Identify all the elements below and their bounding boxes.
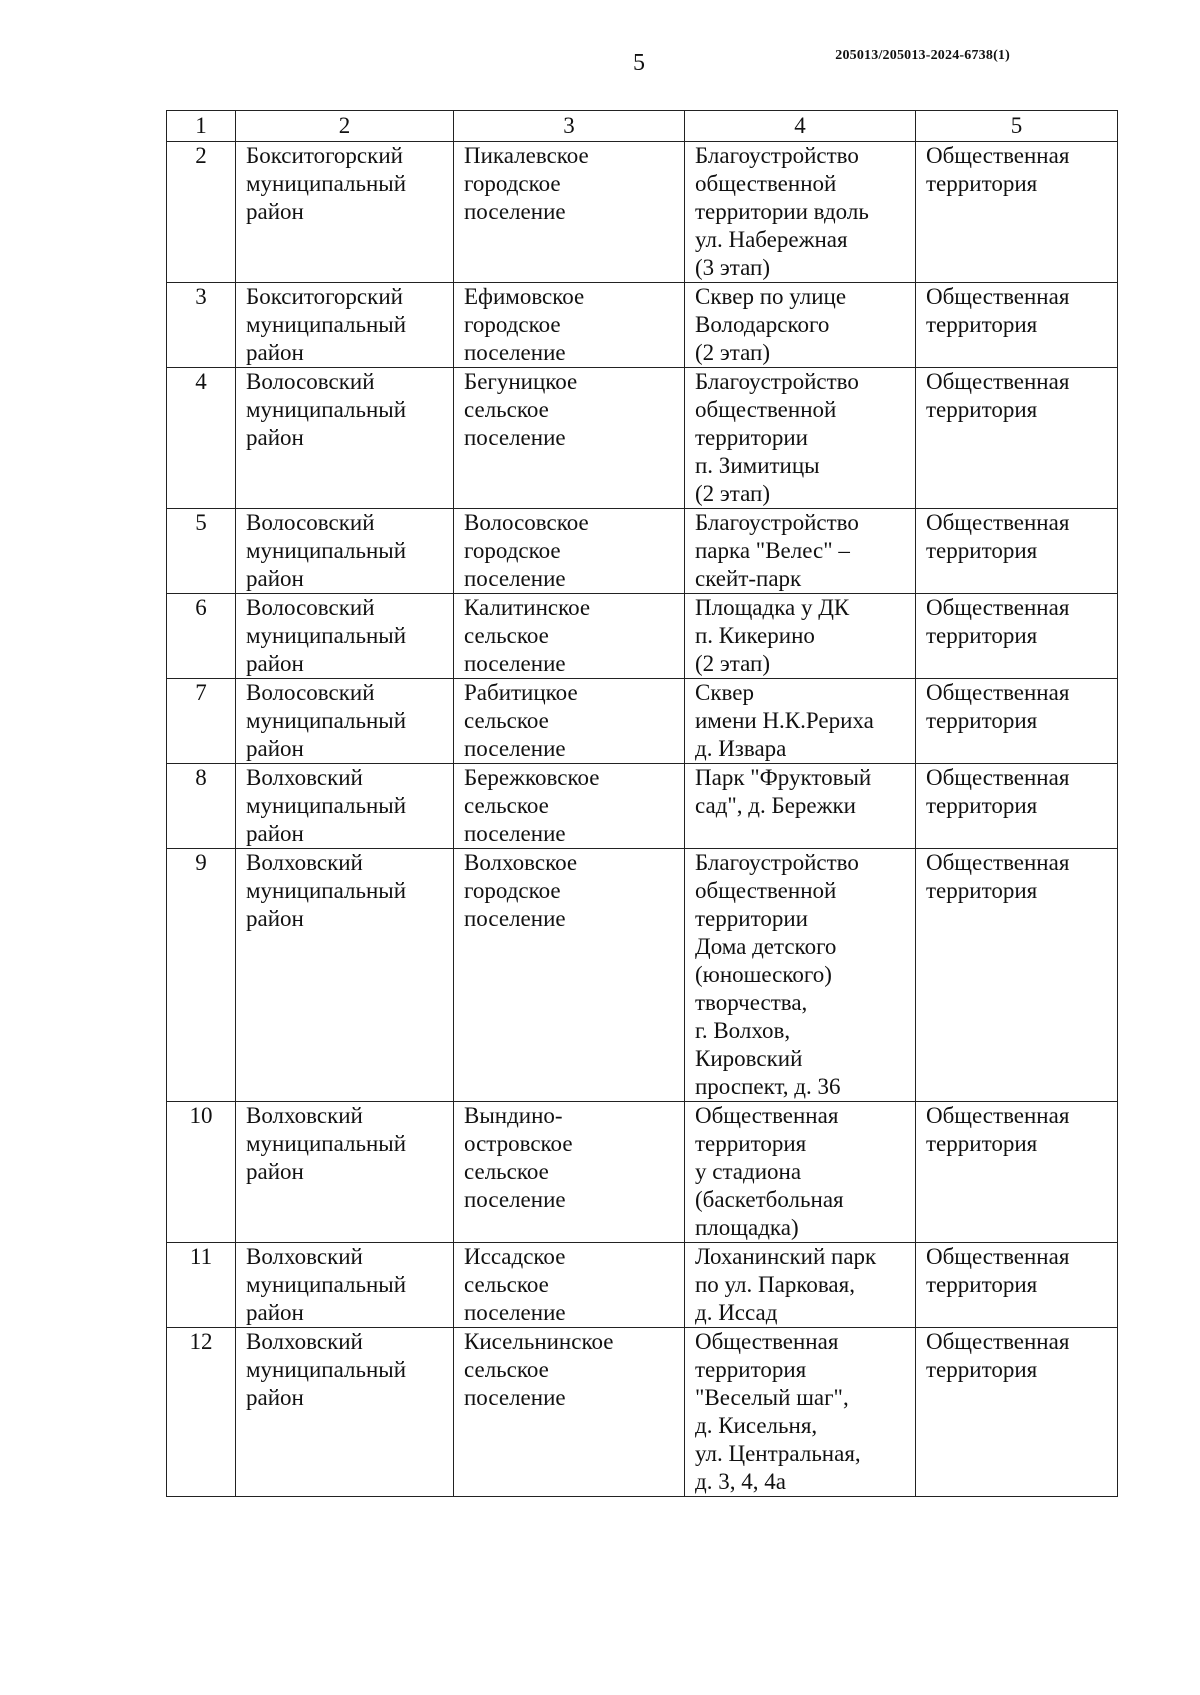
type-cell-line: Общественная — [926, 143, 1070, 168]
table-row — [167, 1102, 1118, 1243]
district-cell-line: Волосовский — [246, 595, 375, 620]
column-header-3: 3 — [454, 111, 685, 142]
district-cell-line: район — [246, 1385, 304, 1410]
object-cell-line: сад", д. Бережки — [695, 793, 856, 818]
district-cell-line: муниципальный — [246, 878, 407, 903]
settlement-cell-line: поселение — [464, 340, 566, 365]
district-cell-line: район — [246, 199, 304, 224]
settlement-cell — [454, 1102, 685, 1243]
type-cell-line: территория — [926, 312, 1038, 337]
district-cell — [236, 368, 454, 509]
type-cell — [916, 142, 1118, 283]
object-cell-line: "Веселый шаг", — [695, 1385, 849, 1410]
table-row — [167, 764, 1118, 849]
type-cell-line: территория — [926, 793, 1038, 818]
settlement-cell-line: городское — [464, 312, 561, 337]
settlement-cell-line: Пикалевское — [464, 143, 589, 168]
district-cell — [236, 1328, 454, 1497]
district-cell-line: муниципальный — [246, 1357, 407, 1382]
column-header-2: 2 — [236, 111, 454, 142]
type-cell-line: территория — [926, 1272, 1038, 1297]
settlement-cell-line: поселение — [464, 1187, 566, 1212]
object-cell-line: территории вдоль — [695, 199, 869, 224]
table-row — [167, 679, 1118, 764]
object-cell — [685, 679, 916, 764]
type-cell — [916, 849, 1118, 1102]
district-cell — [236, 509, 454, 594]
settlement-cell-line: городское — [464, 171, 561, 196]
object-cell-line: парка "Велес" – — [695, 538, 850, 563]
object-cell-line: (2 этап) — [695, 481, 770, 506]
object-cell-line: Благоустройство — [695, 850, 859, 875]
district-cell-line: муниципальный — [246, 1131, 407, 1156]
district-cell-line: муниципальный — [246, 397, 407, 422]
settlement-cell-line: Рабитицкое — [464, 680, 578, 705]
object-cell-line: Кировский — [695, 1046, 803, 1071]
settlement-cell-line: городское — [464, 878, 561, 903]
object-cell-line: Общественная — [695, 1329, 839, 1354]
row-number-cell: 11 — [167, 1243, 236, 1328]
column-header-1: 1 — [167, 111, 236, 142]
column-header-5: 5 — [916, 111, 1118, 142]
district-cell-line: Волховский — [246, 1244, 363, 1269]
table-row — [167, 849, 1118, 1102]
type-cell-line: Общественная — [926, 284, 1070, 309]
settlement-cell-line: сельское — [464, 1159, 549, 1184]
object-cell-line: Благоустройство — [695, 143, 859, 168]
settlement-cell — [454, 283, 685, 368]
object-cell — [685, 509, 916, 594]
type-cell — [916, 1102, 1118, 1243]
district-cell-line: район — [246, 1300, 304, 1325]
settlement-cell-line: Иссадское — [464, 1244, 566, 1269]
settlement-cell-line: поселение — [464, 651, 566, 676]
type-cell — [916, 679, 1118, 764]
row-number-cell: 6 — [167, 594, 236, 679]
row-number-cell: 7 — [167, 679, 236, 764]
type-cell-line: Общественная — [926, 850, 1070, 875]
object-cell-line: Лоханинский парк — [695, 1244, 877, 1269]
table-row — [167, 594, 1118, 679]
table-row — [167, 1243, 1118, 1328]
object-cell — [685, 764, 916, 849]
object-cell-line: территории — [695, 425, 808, 450]
settlement-cell-line: Калитинское — [464, 595, 591, 620]
object-cell-line: Благоустройство — [695, 369, 859, 394]
type-cell-line: Общественная — [926, 1244, 1070, 1269]
object-cell-line: Благоустройство — [695, 510, 859, 535]
object-cell-line: (3 этап) — [695, 255, 770, 280]
settlement-cell-line: поселение — [464, 566, 566, 591]
district-cell — [236, 849, 454, 1102]
type-cell-line: Общественная — [926, 1103, 1070, 1128]
table-row — [167, 142, 1118, 283]
object-cell-line: общественной — [695, 397, 837, 422]
table-row — [167, 283, 1118, 368]
settlement-cell-line: Кисельнинское — [464, 1329, 614, 1354]
object-cell-line: Общественная — [695, 1103, 839, 1128]
row-number-cell: 5 — [167, 509, 236, 594]
row-number-cell: 3 — [167, 283, 236, 368]
object-cell-line: д. Извара — [695, 736, 787, 761]
object-cell-line: скейт-парк — [695, 566, 802, 591]
district-cell-line: Бокситогорский — [246, 143, 403, 168]
settlement-cell — [454, 679, 685, 764]
row-number-cell: 4 — [167, 368, 236, 509]
district-cell-line: Волховский — [246, 765, 363, 790]
district-cell — [236, 594, 454, 679]
district-cell-line: Волховский — [246, 1329, 363, 1354]
type-cell-line: территория — [926, 397, 1038, 422]
type-cell — [916, 509, 1118, 594]
settlement-cell — [454, 509, 685, 594]
district-cell — [236, 679, 454, 764]
settlement-cell-line: сельское — [464, 397, 549, 422]
district-cell — [236, 142, 454, 283]
district-cell-line: муниципальный — [246, 793, 407, 818]
object-cell-line: д. Кисельня, — [695, 1413, 818, 1438]
object-cell-line: ул. Набережная — [695, 227, 848, 252]
settlement-cell-line: сельское — [464, 708, 549, 733]
type-cell-line: территория — [926, 708, 1038, 733]
object-cell-line: у стадиона — [695, 1159, 802, 1184]
district-cell-line: муниципальный — [246, 538, 407, 563]
territories-table — [166, 110, 1118, 1497]
object-cell-line: территория — [695, 1357, 807, 1382]
table-row — [167, 368, 1118, 509]
row-number-cell: 12 — [167, 1328, 236, 1497]
settlement-cell — [454, 594, 685, 679]
settlement-cell-line: Волосовское — [464, 510, 589, 535]
object-cell-line: п. Зимитицы — [695, 453, 820, 478]
object-cell-line: п. Кикерино — [695, 623, 815, 648]
settlement-cell — [454, 368, 685, 509]
table-header-row — [167, 111, 1118, 142]
row-number-cell: 8 — [167, 764, 236, 849]
type-cell-line: территория — [926, 1131, 1038, 1156]
type-cell — [916, 764, 1118, 849]
district-cell-line: муниципальный — [246, 623, 407, 648]
district-cell-line: муниципальный — [246, 708, 407, 733]
page-number: 5 — [633, 50, 645, 76]
district-cell — [236, 1243, 454, 1328]
type-cell-line: Общественная — [926, 680, 1070, 705]
settlement-cell-line: Бегуницкое — [464, 369, 578, 394]
object-cell-line: площадка) — [695, 1215, 799, 1240]
district-cell-line: муниципальный — [246, 1272, 407, 1297]
settlement-cell-line: сельское — [464, 1357, 549, 1382]
settlement-cell-line: Вындино- — [464, 1103, 563, 1128]
object-cell-line: (2 этап) — [695, 651, 770, 676]
settlement-cell — [454, 1328, 685, 1497]
settlement-cell — [454, 849, 685, 1102]
table-row — [167, 509, 1118, 594]
object-cell — [685, 1243, 916, 1328]
object-cell-line: г. Волхов, — [695, 1018, 791, 1043]
settlement-cell-line: поселение — [464, 906, 566, 931]
object-cell-line: проспект, д. 36 — [695, 1074, 841, 1099]
district-cell-line: муниципальный — [246, 312, 407, 337]
object-cell — [685, 849, 916, 1102]
district-cell-line: район — [246, 821, 304, 846]
object-cell-line: творчества, — [695, 990, 808, 1015]
type-cell-line: территория — [926, 1357, 1038, 1382]
settlement-cell-line: сельское — [464, 1272, 549, 1297]
district-cell-line: Волховский — [246, 1103, 363, 1128]
object-cell-line: (2 этап) — [695, 340, 770, 365]
object-cell — [685, 1102, 916, 1243]
settlement-cell-line: поселение — [464, 1385, 566, 1410]
object-cell-line: Парк "Фруктовый — [695, 765, 872, 790]
settlement-cell-line: Бережковское — [464, 765, 600, 790]
settlement-cell-line: городское — [464, 538, 561, 563]
table-body — [167, 142, 1118, 1497]
settlement-cell-line: Волховское — [464, 850, 578, 875]
settlement-cell — [454, 1243, 685, 1328]
type-cell — [916, 1243, 1118, 1328]
type-cell — [916, 594, 1118, 679]
settlement-cell-line: поселение — [464, 425, 566, 450]
row-number-cell: 2 — [167, 142, 236, 283]
object-cell-line: Дома детского — [695, 934, 837, 959]
district-cell-line: район — [246, 906, 304, 931]
settlement-cell-line: сельское — [464, 793, 549, 818]
settlement-cell-line: поселение — [464, 1300, 566, 1325]
object-cell — [685, 1328, 916, 1497]
district-cell-line: Бокситогорский — [246, 284, 403, 309]
object-cell-line: (юношеского) — [695, 962, 832, 987]
document-id: 205013/205013-2024-6738(1) — [835, 48, 1010, 63]
district-cell-line: район — [246, 340, 304, 365]
settlement-cell — [454, 764, 685, 849]
object-cell-line: общественной — [695, 171, 837, 196]
type-cell-line: Общественная — [926, 765, 1070, 790]
district-cell-line: Волосовский — [246, 680, 375, 705]
district-cell — [236, 764, 454, 849]
type-cell-line: Общественная — [926, 369, 1070, 394]
district-cell-line: район — [246, 736, 304, 761]
object-cell-line: территория — [695, 1131, 807, 1156]
district-cell-line: район — [246, 1159, 304, 1184]
district-cell-line: район — [246, 566, 304, 591]
district-cell-line: район — [246, 651, 304, 676]
settlement-cell-line: поселение — [464, 736, 566, 761]
object-cell-line: Площадка у ДК — [695, 595, 850, 620]
settlement-cell-line: поселение — [464, 199, 566, 224]
district-cell — [236, 283, 454, 368]
type-cell-line: Общественная — [926, 1329, 1070, 1354]
object-cell-line: территории — [695, 906, 808, 931]
type-cell-line: Общественная — [926, 595, 1070, 620]
type-cell-line: Общественная — [926, 510, 1070, 535]
object-cell-line: по ул. Парковая, — [695, 1272, 855, 1297]
type-cell-line: территория — [926, 538, 1038, 563]
object-cell-line: д. Иссад — [695, 1300, 778, 1325]
object-cell — [685, 142, 916, 283]
object-cell-line: имени Н.К.Рериха — [695, 708, 874, 733]
object-cell — [685, 283, 916, 368]
object-cell — [685, 368, 916, 509]
object-cell — [685, 594, 916, 679]
district-cell — [236, 1102, 454, 1243]
row-number-cell: 9 — [167, 849, 236, 1102]
type-cell-line: территория — [926, 171, 1038, 196]
district-cell-line: Волховский — [246, 850, 363, 875]
object-cell-line: (баскетбольная — [695, 1187, 844, 1212]
type-cell — [916, 283, 1118, 368]
type-cell-line: территория — [926, 878, 1038, 903]
object-cell-line: Володарского — [695, 312, 830, 337]
district-cell-line: Волосовский — [246, 510, 375, 535]
settlement-cell — [454, 142, 685, 283]
district-cell-line: район — [246, 425, 304, 450]
type-cell-line: территория — [926, 623, 1038, 648]
district-cell-line: муниципальный — [246, 171, 407, 196]
object-cell-line: Сквер — [695, 680, 754, 705]
object-cell-line: ул. Центральная, — [695, 1441, 861, 1466]
settlement-cell-line: островское — [464, 1131, 573, 1156]
settlement-cell-line: сельское — [464, 623, 549, 648]
row-number-cell: 10 — [167, 1102, 236, 1243]
district-cell-line: Волосовский — [246, 369, 375, 394]
settlement-cell-line: поселение — [464, 821, 566, 846]
settlement-cell-line: Ефимовское — [464, 284, 585, 309]
type-cell — [916, 368, 1118, 509]
type-cell — [916, 1328, 1118, 1497]
table-row — [167, 1328, 1118, 1497]
object-cell-line: общественной — [695, 878, 837, 903]
object-cell-line: д. 3, 4, 4а — [695, 1469, 786, 1494]
column-header-4: 4 — [685, 111, 916, 142]
object-cell-line: Сквер по улице — [695, 284, 847, 309]
